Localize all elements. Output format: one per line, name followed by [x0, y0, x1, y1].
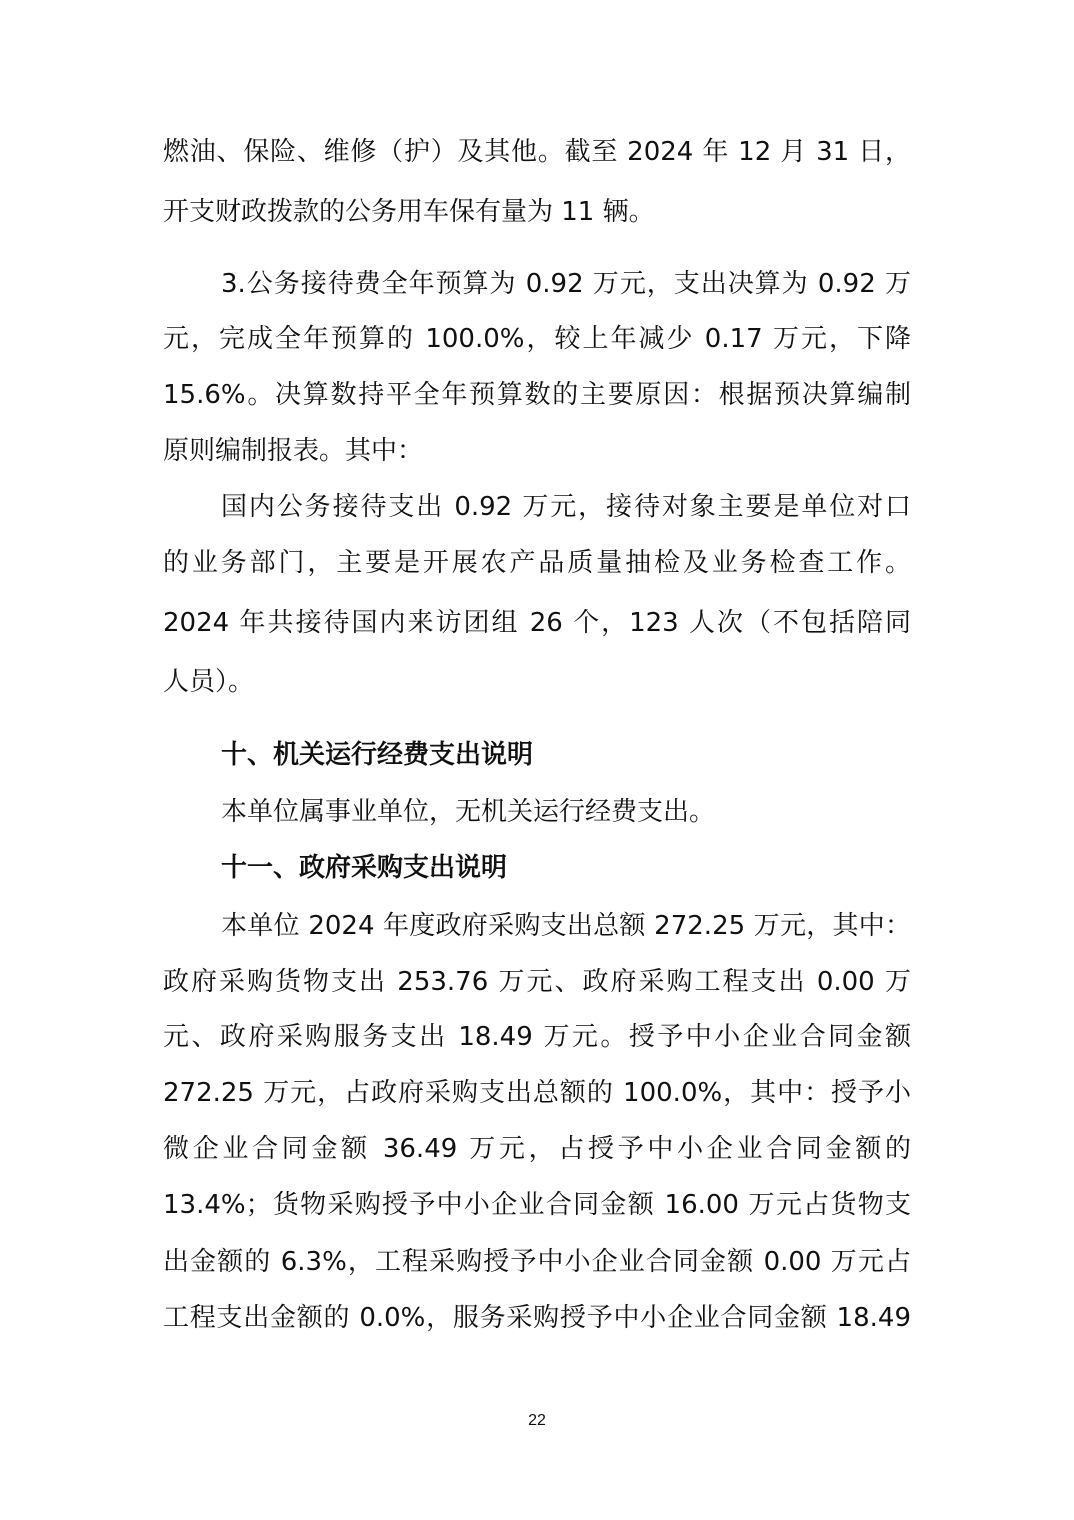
body-text-line: 元，完成全年预算的 100.0%，较上年减少 0.17 万元，下降	[163, 324, 911, 354]
body-text-line: 原则编制报表。其中：	[163, 436, 424, 466]
body-text-line: 开支财政拨款的公务用车保有量为 11 辆。	[163, 197, 655, 227]
body-text-line: 15.6%。决算数持平全年预算数的主要原因：根据预决算编制	[163, 380, 911, 410]
body-text-line: 燃油、保险、维修（护）及其他。截至 2024 年 12 月 31 日，	[163, 137, 911, 167]
body-text-line: 272.25 万元，占政府采购支出总额的 100.0%，其中：授予小	[163, 1078, 911, 1108]
section-heading: 十、机关运行经费支出说明	[221, 740, 534, 770]
body-text-line: 13.4%；货物采购授予中小企业合同金额 16.00 万元占货物支	[163, 1190, 911, 1220]
body-text-line: 政府采购货物支出 253.76 万元、政府采购工程支出 0.00 万	[163, 967, 911, 997]
body-text-line: 人员）。	[163, 667, 255, 697]
body-text-line: 出金额的 6.3%，工程采购授予中小企业合同金额 0.00 万元占	[163, 1247, 911, 1277]
body-text-line: 本单位属事业单位，无机关运行经费支出。	[221, 797, 716, 827]
section-heading: 十一、政府采购支出说明	[221, 853, 508, 883]
body-text-line: 的业务部门，主要是开展农产品质量抽检及业务检查工作。	[163, 548, 911, 578]
body-text-line: 元、政府采购服务支出 18.49 万元。授予中小企业合同金额	[163, 1022, 911, 1052]
body-text-line: 3.公务接待费全年预算为 0.92 万元，支出决算为 0.92 万	[221, 269, 911, 299]
body-text-line: 本单位 2024 年度政府采购支出总额 272.25 万元，其中：	[221, 911, 911, 941]
body-text-line: 微企业合同金额 36.49 万元，占授予中小企业合同金额的	[163, 1134, 911, 1164]
page-number: 22	[528, 1412, 546, 1429]
body-text-line: 国内公务接待支出 0.92 万元，接待对象主要是单位对口	[221, 492, 911, 522]
body-text-line: 工程支出金额的 0.0%，服务采购授予中小企业合同金额 18.49	[163, 1303, 911, 1333]
body-text-line: 2024 年共接待国内来访团组 26 个，123 人次（不包括陪同	[163, 608, 911, 638]
